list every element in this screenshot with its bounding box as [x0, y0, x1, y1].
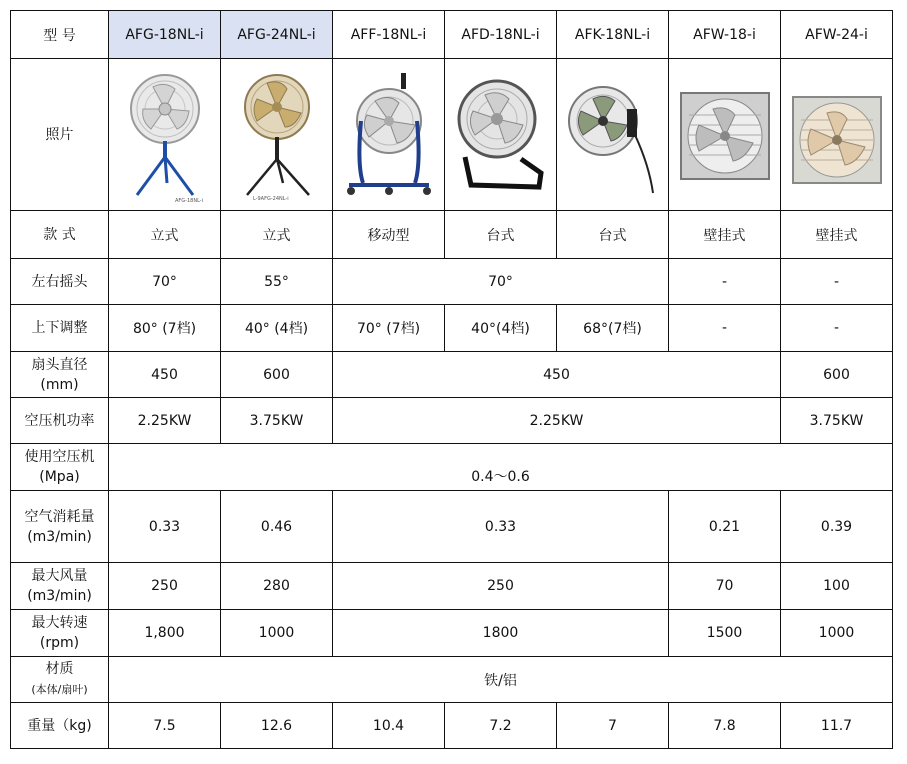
- model-header: AFK-18NL-i: [557, 11, 669, 59]
- model-header-row: [11, 11, 893, 59]
- air-consumption-label: 空气消耗量: [24, 508, 95, 525]
- diameter-unit: (mm): [40, 376, 79, 393]
- table-cell: 70°: [109, 259, 221, 305]
- table-cell: 立式: [221, 211, 333, 259]
- spec-table: [10, 10, 893, 749]
- table-cell: 7: [557, 703, 669, 749]
- table-cell: 壁挂式: [781, 211, 893, 259]
- photo-row: [11, 59, 893, 211]
- svg-text:L-9AFG-24NL-i: L-9AFG-24NL-i: [252, 195, 289, 202]
- table-cell: 55°: [221, 259, 333, 305]
- table-row: [11, 491, 893, 563]
- power-row-label: 空压机功率: [11, 398, 109, 444]
- table-cell: 7.8: [669, 703, 781, 749]
- pressure-row-label: [11, 444, 109, 491]
- table-row: [11, 305, 893, 352]
- table-cell: -: [669, 259, 781, 305]
- model-header: AFF-18NL-i: [333, 11, 445, 59]
- airflow-label: 最大风量: [31, 568, 88, 584]
- table-cell: 台式: [445, 211, 557, 259]
- pressure-label: 使用空压机: [24, 449, 95, 465]
- table-cell: -: [781, 259, 893, 305]
- table-cell: 10.4: [333, 703, 445, 749]
- table-cell: 1000: [781, 610, 893, 657]
- table-cell: 0.39: [781, 491, 893, 563]
- table-cell: 3.75KW: [781, 398, 893, 444]
- table-cell: 7.5: [109, 703, 221, 749]
- weight-row-label: 重量（kg): [11, 703, 109, 749]
- table-row: [11, 610, 893, 657]
- wall-box-fan-icon: [669, 59, 781, 211]
- table-cell: 7.2: [445, 703, 557, 749]
- table-cell: 1500: [669, 610, 781, 657]
- table-cell: 11.7: [781, 703, 893, 749]
- table-row: [11, 259, 893, 305]
- table-cell: 铁/铝: [109, 657, 893, 703]
- table-cell: 80° (7档): [109, 305, 221, 352]
- table-row: [11, 657, 893, 703]
- material-label: 材质: [45, 661, 74, 677]
- material-row-label: [11, 657, 109, 703]
- swing-row-label: 左右摇头: [11, 259, 109, 305]
- table-cell: 0.21: [669, 491, 781, 563]
- speed-row-label: [11, 610, 109, 657]
- table-row: [11, 563, 893, 610]
- table-cell: 2.25KW: [109, 398, 221, 444]
- table-cell: 68°(7档): [557, 305, 669, 352]
- table-cell: 600: [781, 352, 893, 398]
- model-header: AFG-24NL-i: [221, 11, 333, 59]
- table-cell: -: [669, 305, 781, 352]
- table-cell: 70° (7档): [333, 305, 445, 352]
- airflow-unit: (m3/min): [27, 588, 92, 604]
- table-cell: 70°: [333, 259, 669, 305]
- table-cell: 壁挂式: [669, 211, 781, 259]
- diameter-label: 扇头直径: [31, 356, 88, 373]
- airflow-row-label: [11, 563, 109, 610]
- table-cell: 100: [781, 563, 893, 610]
- desk-floor-fan-icon: [445, 59, 557, 211]
- model-header: AFG-18NL-i: [109, 11, 221, 59]
- speed-unit: (rpm): [39, 635, 80, 651]
- mobile-cart-fan-icon: [333, 59, 445, 211]
- wall-box-fan-beige-icon: [781, 59, 893, 211]
- model-header: AFW-18-i: [669, 11, 781, 59]
- diameter-row-label: [11, 352, 109, 398]
- table-cell: 0.4～0.6: [109, 444, 893, 491]
- table-cell: 台式: [557, 211, 669, 259]
- table-cell: 移动型: [333, 211, 445, 259]
- table-row: [11, 444, 893, 491]
- air-consumption-row-label: [11, 491, 109, 563]
- table-cell: 3.75KW: [221, 398, 333, 444]
- table-cell: 12.6: [221, 703, 333, 749]
- photo-row-label: 照片: [11, 59, 109, 211]
- table-cell: 70: [669, 563, 781, 610]
- table-row: [11, 352, 893, 398]
- tripod-stand-fan-silver-icon: [109, 59, 221, 211]
- table-cell: 40° (4档): [221, 305, 333, 352]
- speed-label: 最大转速: [31, 615, 88, 631]
- model-header: AFD-18NL-i: [445, 11, 557, 59]
- table-cell: 40°(4档): [445, 305, 557, 352]
- table-cell: 250: [109, 563, 221, 610]
- tilt-row-label: 上下调整: [11, 305, 109, 352]
- table-cell: 1800: [333, 610, 669, 657]
- tripod-stand-fan-gold-icon: [221, 59, 333, 211]
- table-row: [11, 211, 893, 259]
- air-consumption-unit: (m3/min): [27, 528, 92, 545]
- table-cell: 2.25KW: [333, 398, 781, 444]
- style-row-label: 款 式: [11, 211, 109, 259]
- table-cell: 0.33: [109, 491, 221, 563]
- table-cell: 280: [221, 563, 333, 610]
- table-cell: 立式: [109, 211, 221, 259]
- pressure-unit: (Mpa): [39, 469, 80, 485]
- table-cell: 250: [333, 563, 669, 610]
- table-row: [11, 398, 893, 444]
- table-row: [11, 703, 893, 749]
- svg-text:AFG-18NL-i: AFG-18NL-i: [174, 197, 203, 204]
- table-cell: 600: [221, 352, 333, 398]
- table-cell: 1000: [221, 610, 333, 657]
- table-cell: -: [781, 305, 893, 352]
- material-sublabel: (本体/扇叶): [31, 683, 88, 696]
- clamp-desk-fan-icon: [557, 59, 669, 211]
- model-header: AFW-24-i: [781, 11, 893, 59]
- table-cell: 0.46: [221, 491, 333, 563]
- model-corner-label: 型 号: [11, 11, 109, 59]
- table-cell: 450: [333, 352, 781, 398]
- table-cell: 450: [109, 352, 221, 398]
- table-cell: 1,800: [109, 610, 221, 657]
- table-cell: 0.33: [333, 491, 669, 563]
